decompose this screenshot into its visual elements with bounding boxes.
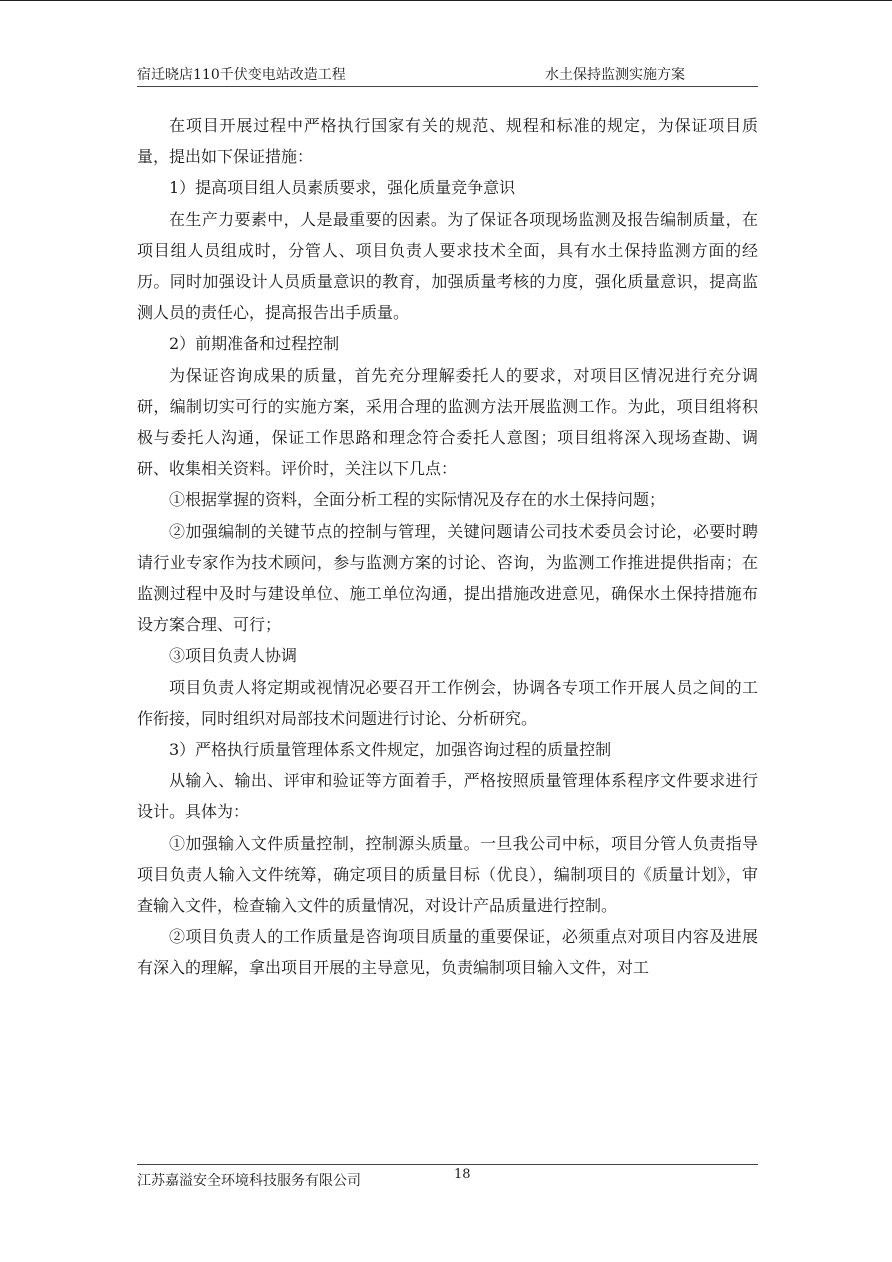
- body-paragraph: 从输入、输出、评审和验证等方面着手，严格按照质量管理体系程序文件要求进行设计。具体为：: [137, 771, 758, 822]
- top-border-line: [0, 0, 892, 1]
- list-item: ②项目负责人的工作质量是咨询项目质量的重要保证，必须重点对项目内容及进展有深入的理解，拿出项目开展的主导意见，负责编制项目输入文件，对工: [137, 927, 758, 978]
- list-item: ③项目负责人协调: [169, 646, 298, 666]
- page-header: [137, 62, 757, 86]
- body-paragraph: 项目负责人将定期或视情况必要召开工作例会，协调各专项工作开展人员之间的工作衔接，同时组织对局部技术问题进行讨论、分析研究。: [137, 677, 758, 728]
- footer-divider: [137, 1164, 758, 1165]
- section-heading-1: 1）提高项目组人员素质要求，强化质量竞争意识: [169, 178, 516, 198]
- section-heading-3: 3）严格执行质量管理体系文件规定，加强咨询过程的质量控制: [169, 740, 612, 760]
- document-body: [137, 110, 758, 984]
- list-item: ②加强编制的关键节点的控制与管理，关键问题请公司技术委员会讨论，必要时聘请行业专家作为技术顾问，参与监测方案的讨论、咨询，为监测工作推进提供指南；在监测过程中及时与建设单位、施工单位沟通，提出措施改进意见，确保水土保持措施布设方案合理、可行；: [137, 521, 758, 635]
- header-project-title: 宿迁晓店110千伏变电站改造工程: [137, 67, 346, 83]
- list-item: ①根据掌握的资料，全面分析工程的实际情况及存在的水土保持问题；: [169, 490, 666, 510]
- section-heading-2: 2）前期准备和过程控制: [169, 334, 340, 354]
- footer-company-name: 江苏嘉溢安全环境科技服务有限公司: [137, 1173, 361, 1189]
- body-paragraph: 为保证咨询成果的质量，首先充分理解委托人的要求，对项目区情况进行充分调研，编制切实可行的实施方案，采用合理的监测方法开展监测工作。为此，项目组将积极与委托人沟通，保证工作思路和理念符合委托人意图；项目组将深入现场查勘、调研、收集相关资料。评价时，关注以下几点：: [137, 365, 758, 479]
- header-document-title: 水土保持监测实施方案: [545, 67, 685, 83]
- header-divider: [137, 86, 758, 87]
- list-item: ①加强输入文件质量控制，控制源头质量。一旦我公司中标，项目分管人负责指导项目负责人输入文件统筹，确定项目的质量目标（优良），编制项目的《质量计划》，审查输入文件，检查输入文件的质量情况，对设计产品质量进行控制。: [137, 833, 758, 916]
- page-number: 18: [454, 1167, 471, 1182]
- body-paragraph: 在项目开展过程中严格执行国家有关的规范、规程和标准的规定，为保证项目质量，提出如下保证措施：: [137, 116, 758, 167]
- body-paragraph: 在生产力要素中，人是最重要的因素。为了保证各项现场监测及报告编制质量，在项目组人员组成时，分管人、项目负责人要求技术全面，具有水土保持监测方面的经历。同时加强设计人员质量意识的教育，加强质量考核的力度，强化质量意识，提高监测人员的责任心，提高报告出手质量。: [137, 209, 758, 323]
